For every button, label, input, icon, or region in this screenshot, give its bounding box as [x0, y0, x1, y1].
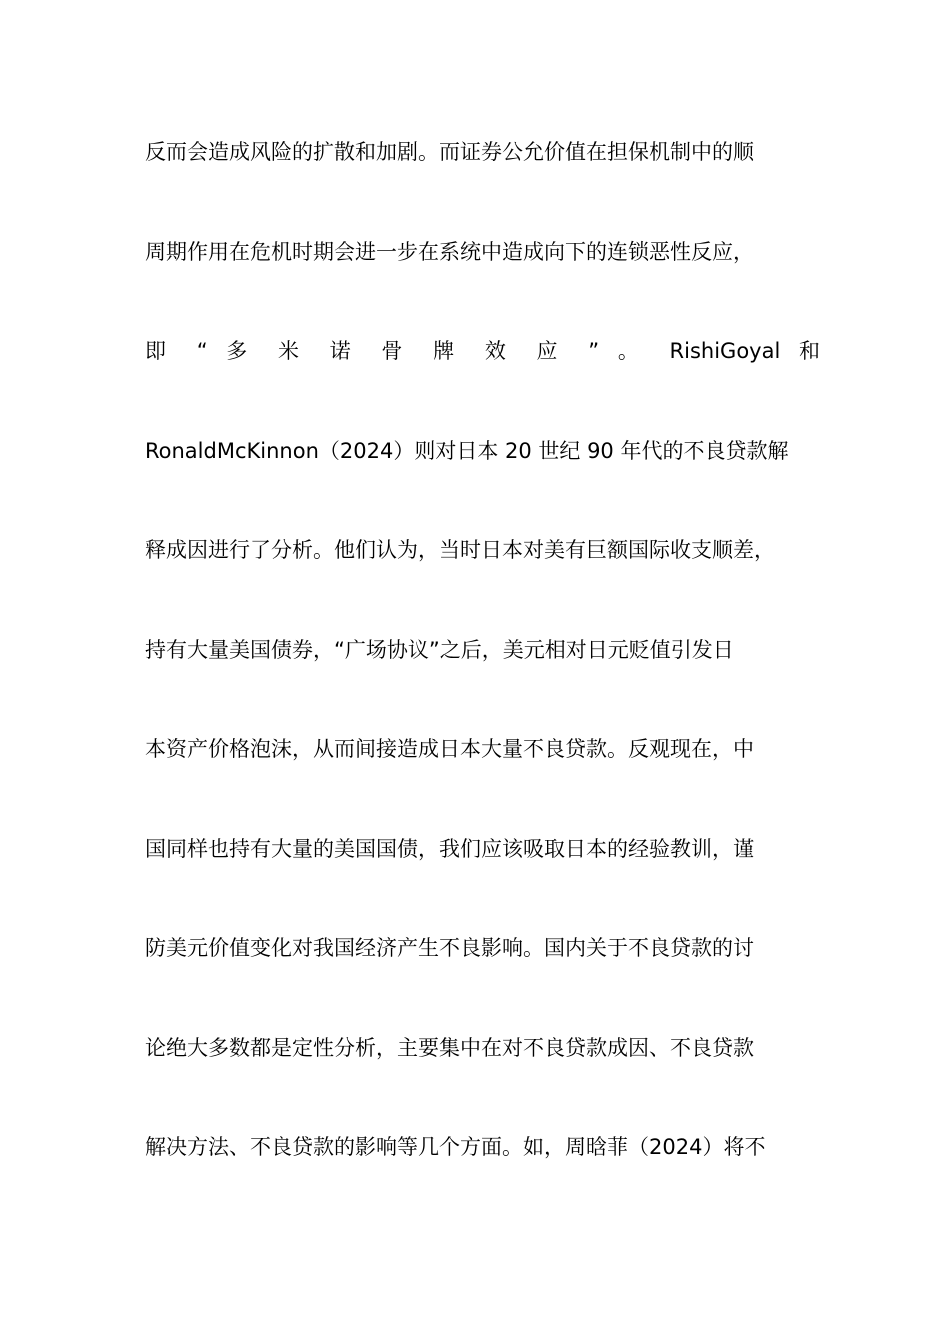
body-text [145, 130, 820, 1225]
text-line: 释成因进行了分析。他们认为，当时日本对美有巨额国际收支顺差， [145, 538, 775, 562]
text-line: 持有大量美国债券，“广场协议”之后，美元相对日元贬值引发日 [145, 637, 734, 662]
text-line: RonaldMcKinnon（2024）则对日本 20 世纪 90 年代的不良贷款解 [145, 438, 789, 463]
text-line: 即 “ 多 米 诺 骨 牌 效 应 ” 。 RishiGoyal 和 [145, 339, 820, 363]
text-line: 周期作用在危机时期会进一步在系统中造成向下的连锁恶性反应， [145, 239, 754, 264]
text-line: 国同样也持有大量的美国国债，我们应该吸取日本的经验教训，谨 [145, 836, 754, 861]
text-line: 论绝大多数都是定性分析，主要集中在对不良贷款成因、不良贷款 [145, 1035, 754, 1060]
text-line: 反而会造成风险的扩散和加剧。而证券公允价值在担保机制中的顺 [145, 140, 754, 164]
text-line: 防美元价值变化对我国经济产生不良影响。国内关于不良贷款的讨 [145, 936, 754, 960]
text-line: 解决方法、不良贷款的影响等几个方面。如，周晗菲（2024）将不 [145, 1135, 766, 1159]
text-line: 本资产价格泡沫，从而间接造成日本大量不良贷款。反观现在，中 [145, 737, 754, 761]
